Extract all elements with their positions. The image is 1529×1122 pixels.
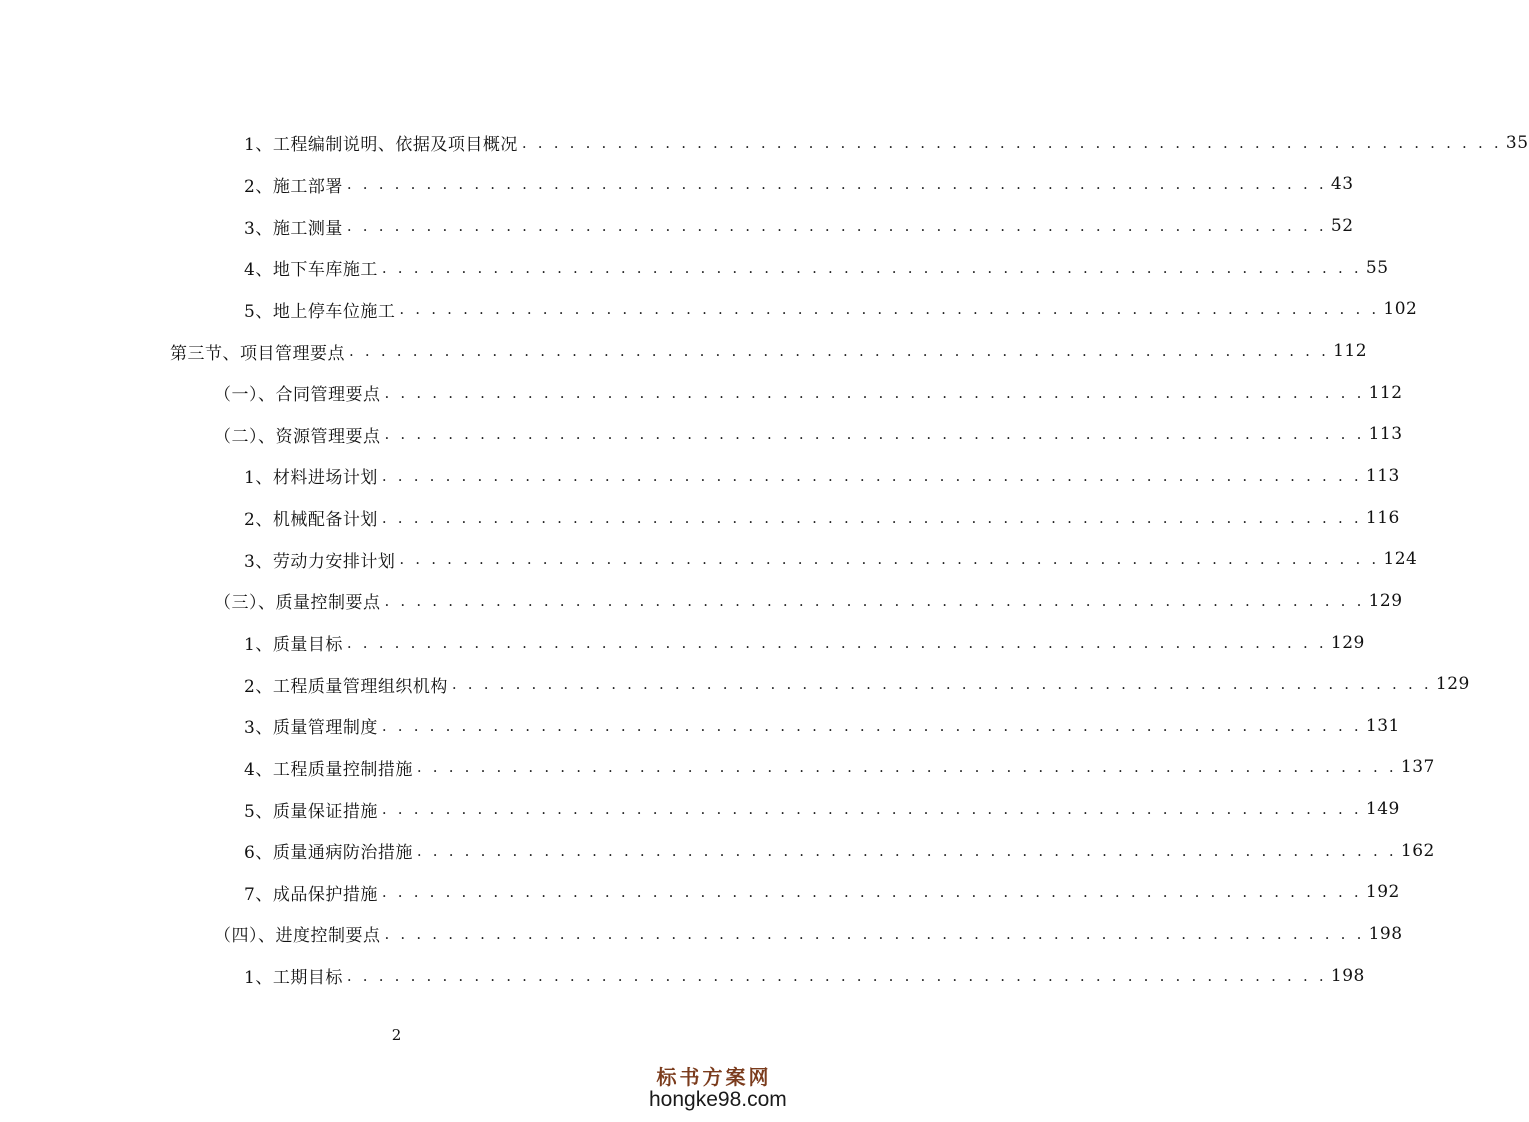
toc-entry[interactable] bbox=[0, 247, 1389, 289]
toc-entry[interactable] bbox=[0, 497, 1400, 539]
toc-entry-page: 112 bbox=[1333, 341, 1368, 362]
toc-entry-page: 192 bbox=[1365, 882, 1400, 903]
toc-entry-title: 6、质量通病防治措施 bbox=[244, 843, 413, 864]
toc-dot-leader: . . . . . . . . . . . . . . . . . . . . . . . . . . . . . . . . . . . . . . . . . . . . . . . . . . . . . . . . . . . . . . bbox=[346, 966, 1327, 985]
toc-entry-title: 3、施工测量 bbox=[244, 218, 343, 239]
toc-dot-leader: . . . . . . . . . . . . . . . . . . . . . . . . . . . . . . . . . . . . . . . . . . . . . . . . . . . . . . . . . . . . . . bbox=[346, 633, 1327, 652]
toc-dot-leader: . . . . . . . . . . . . . . . . . . . . . . . . . . . . . . . . . . . . . . . . . . . . . . . . . . . . . . . . . . . . . . bbox=[416, 841, 1397, 860]
toc-entry-title: 2、施工部署 bbox=[244, 176, 343, 197]
toc-entry[interactable] bbox=[0, 372, 1403, 414]
toc-entry-title: 4、工程质量控制措施 bbox=[244, 759, 413, 780]
toc-dot-leader: . . . . . . . . . . . . . . . . . . . . . . . . . . . . . . . . . . . . . . . . . . . . . . . . . . . . . . . . . . . . . . bbox=[381, 800, 1362, 819]
toc-dot-leader: . . . . . . . . . . . . . . . . . . . . . . . . . . . . . . . . . . . . . . . . . . . . . . . . . . . . . . . . . . . . . . bbox=[381, 466, 1362, 485]
toc-entry[interactable] bbox=[0, 663, 1470, 705]
toc-entry-page: 55 bbox=[1365, 257, 1389, 278]
toc-entry-page: 124 bbox=[1383, 549, 1418, 570]
toc-entry-page: 137 bbox=[1400, 757, 1435, 778]
table-of-contents bbox=[0, 122, 1529, 996]
toc-entry[interactable] bbox=[0, 205, 1354, 247]
toc-entry-title: 2、工程质量管理组织机构 bbox=[244, 676, 448, 697]
toc-entry[interactable] bbox=[0, 705, 1400, 747]
toc-dot-leader: . . . . . . . . . . . . . . . . . . . . . . . . . . . . . . . . . . . . . . . . . . . . . . . . . . . . . . . . . . . . . . bbox=[381, 258, 1362, 277]
toc-entry-page: 129 bbox=[1435, 674, 1470, 695]
watermark-text: 标书方案网 bbox=[656, 1065, 772, 1089]
toc-dot-leader: . . . . . . . . . . . . . . . . . . . . . . . . . . . . . . . . . . . . . . . . . . . . . . . . . . . . . . . . . . . . . . bbox=[349, 342, 1330, 361]
toc-entry-title: 2、机械配备计划 bbox=[244, 510, 378, 531]
watermark-logo bbox=[649, 1061, 787, 1112]
toc-entry-title: 3、质量管理制度 bbox=[244, 718, 378, 739]
toc-entry-title: （四）、进度控制要点 bbox=[214, 926, 381, 947]
toc-entry[interactable] bbox=[0, 122, 1529, 164]
toc-dot-leader: . . . . . . . . . . . . . . . . . . . . . . . . . . . . . . . . . . . . . . . . . . . . . . . . . . . . . . . . . . . . . . bbox=[416, 758, 1397, 777]
toc-entry-page: 52 bbox=[1330, 216, 1354, 237]
toc-entry-page: 198 bbox=[1368, 923, 1403, 944]
toc-entry-title: 3、劳动力安排计划 bbox=[244, 551, 396, 572]
toc-entry-title: 1、质量目标 bbox=[244, 635, 343, 655]
toc-entry-title: 第三节、项目管理要点 bbox=[170, 343, 345, 364]
toc-entry[interactable] bbox=[0, 413, 1403, 455]
watermark-url: hongke98.com bbox=[649, 1088, 787, 1111]
toc-entry-page: 198 bbox=[1330, 965, 1365, 986]
toc-dot-leader: . . . . . . . . . . . . . . . . . . . . . . . . . . . . . . . . . . . . . . . . . . . . . . . . . . . . . . . . . . . . . . bbox=[381, 883, 1362, 902]
toc-entry-page: 113 bbox=[1365, 465, 1400, 486]
toc-entry[interactable] bbox=[0, 830, 1435, 872]
toc-entry[interactable] bbox=[0, 580, 1403, 622]
toc-entry-title: 1、材料进场计划 bbox=[244, 468, 378, 489]
toc-entry-title: （一）、合同管理要点 bbox=[214, 385, 381, 406]
page-number: 2 bbox=[391, 1026, 402, 1044]
toc-entry[interactable] bbox=[0, 913, 1403, 955]
toc-dot-leader: . . . . . . . . . . . . . . . . . . . . . . . . . . . . . . . . . . . . . . . . . . . . . . . . . . . . . . . . . . . . . . bbox=[399, 300, 1380, 319]
toc-entry[interactable] bbox=[0, 538, 1418, 580]
toc-entry-page: 162 bbox=[1400, 840, 1435, 861]
toc-entry[interactable] bbox=[0, 872, 1400, 914]
toc-entry-title: （二）、资源管理要点 bbox=[214, 426, 381, 447]
toc-entry[interactable] bbox=[0, 955, 1365, 997]
toc-entry-page: 102 bbox=[1383, 299, 1418, 320]
toc-entry-title: （三）、质量控制要点 bbox=[214, 593, 381, 614]
toc-entry-title: 7、成品保护措施 bbox=[244, 884, 378, 905]
toc-entry[interactable] bbox=[0, 330, 1368, 372]
toc-dot-leader: . . . . . . . . . . . . . . . . . . . . . . . . . . . . . . . . . . . . . . . . . . . . . . . . . . . . . . . . . . . . . . bbox=[381, 508, 1362, 527]
toc-entry-title: 4、地下车库施工 bbox=[244, 260, 378, 281]
toc-entry-page: 131 bbox=[1365, 715, 1400, 736]
toc-dot-leader: . . . . . . . . . . . . . . . . . . . . . . . . . . . . . . . . . . . . . . . . . . . . . . . . . . . . . . . . . . . . . . bbox=[384, 383, 1365, 402]
toc-entry-page: 43 bbox=[1330, 174, 1354, 195]
toc-entry-title: 5、质量保证措施 bbox=[244, 801, 378, 822]
toc-entry-page: 129 bbox=[1368, 590, 1403, 611]
toc-entry[interactable] bbox=[0, 788, 1400, 830]
toc-dot-leader: . . . . . . . . . . . . . . . . . . . . . . . . . . . . . . . . . . . . . . . . . . . . . . . . . . . . . . . . . . . . . . bbox=[381, 716, 1362, 735]
toc-dot-leader: . . . . . . . . . . . . . . . . . . . . . . . . . . . . . . . . . . . . . . . . . . . . . . . . . . . . . . . . . . . . . . bbox=[399, 550, 1380, 569]
toc-dot-leader: . . . . . . . . . . . . . . . . . . . . . . . . . . . . . . . . . . . . . . . . . . . . . . . . . . . . . . . . . . . . . . bbox=[346, 175, 1327, 194]
toc-dot-leader: . . . . . . . . . . . . . . . . . . . . . . . . . . . . . . . . . . . . . . . . . . . . . . . . . . . . . . . . . . . . . . bbox=[384, 425, 1365, 444]
toc-entry-page: 116 bbox=[1365, 507, 1400, 528]
toc-entry-page: 149 bbox=[1365, 799, 1400, 820]
toc-entry[interactable] bbox=[0, 622, 1365, 664]
toc-entry-title: 5、地上停车位施工 bbox=[244, 301, 396, 322]
toc-dot-leader: . . . . . . . . . . . . . . . . . . . . . . . . . . . . . . . . . . . . . . . . . . . . . . . . . . . . . . . . . . . . . . bbox=[521, 133, 1502, 152]
toc-entry-page: 112 bbox=[1368, 382, 1403, 403]
toc-entry-page: 129 bbox=[1330, 632, 1365, 653]
toc-dot-leader: . . . . . . . . . . . . . . . . . . . . . . . . . . . . . . . . . . . . . . . . . . . . . . . . . . . . . . . . . . . . . . bbox=[384, 924, 1365, 943]
toc-entry-page: 113 bbox=[1368, 424, 1403, 445]
toc-entry[interactable] bbox=[0, 455, 1400, 497]
toc-dot-leader: . . . . . . . . . . . . . . . . . . . . . . . . . . . . . . . . . . . . . . . . . . . . . . . . . . . . . . . . . . . . . . bbox=[384, 591, 1365, 610]
toc-dot-leader: . . . . . . . . . . . . . . . . . . . . . . . . . . . . . . . . . . . . . . . . . . . . . . . . . . . . . . . . . . . . . . bbox=[346, 217, 1327, 236]
toc-entry-page: 35 bbox=[1505, 132, 1529, 153]
toc-entry[interactable] bbox=[0, 164, 1354, 206]
toc-entry-title: 1、工程编制说明、依据及项目概况 bbox=[244, 135, 518, 156]
toc-entry-title: 1、工期目标 bbox=[244, 968, 343, 989]
toc-entry[interactable] bbox=[0, 747, 1435, 789]
toc-dot-leader: . . . . . . . . . . . . . . . . . . . . . . . . . . . . . . . . . . . . . . . . . . . . . . . . . . . . . . . . . . . . . . bbox=[451, 675, 1432, 694]
toc-entry[interactable] bbox=[0, 289, 1418, 331]
